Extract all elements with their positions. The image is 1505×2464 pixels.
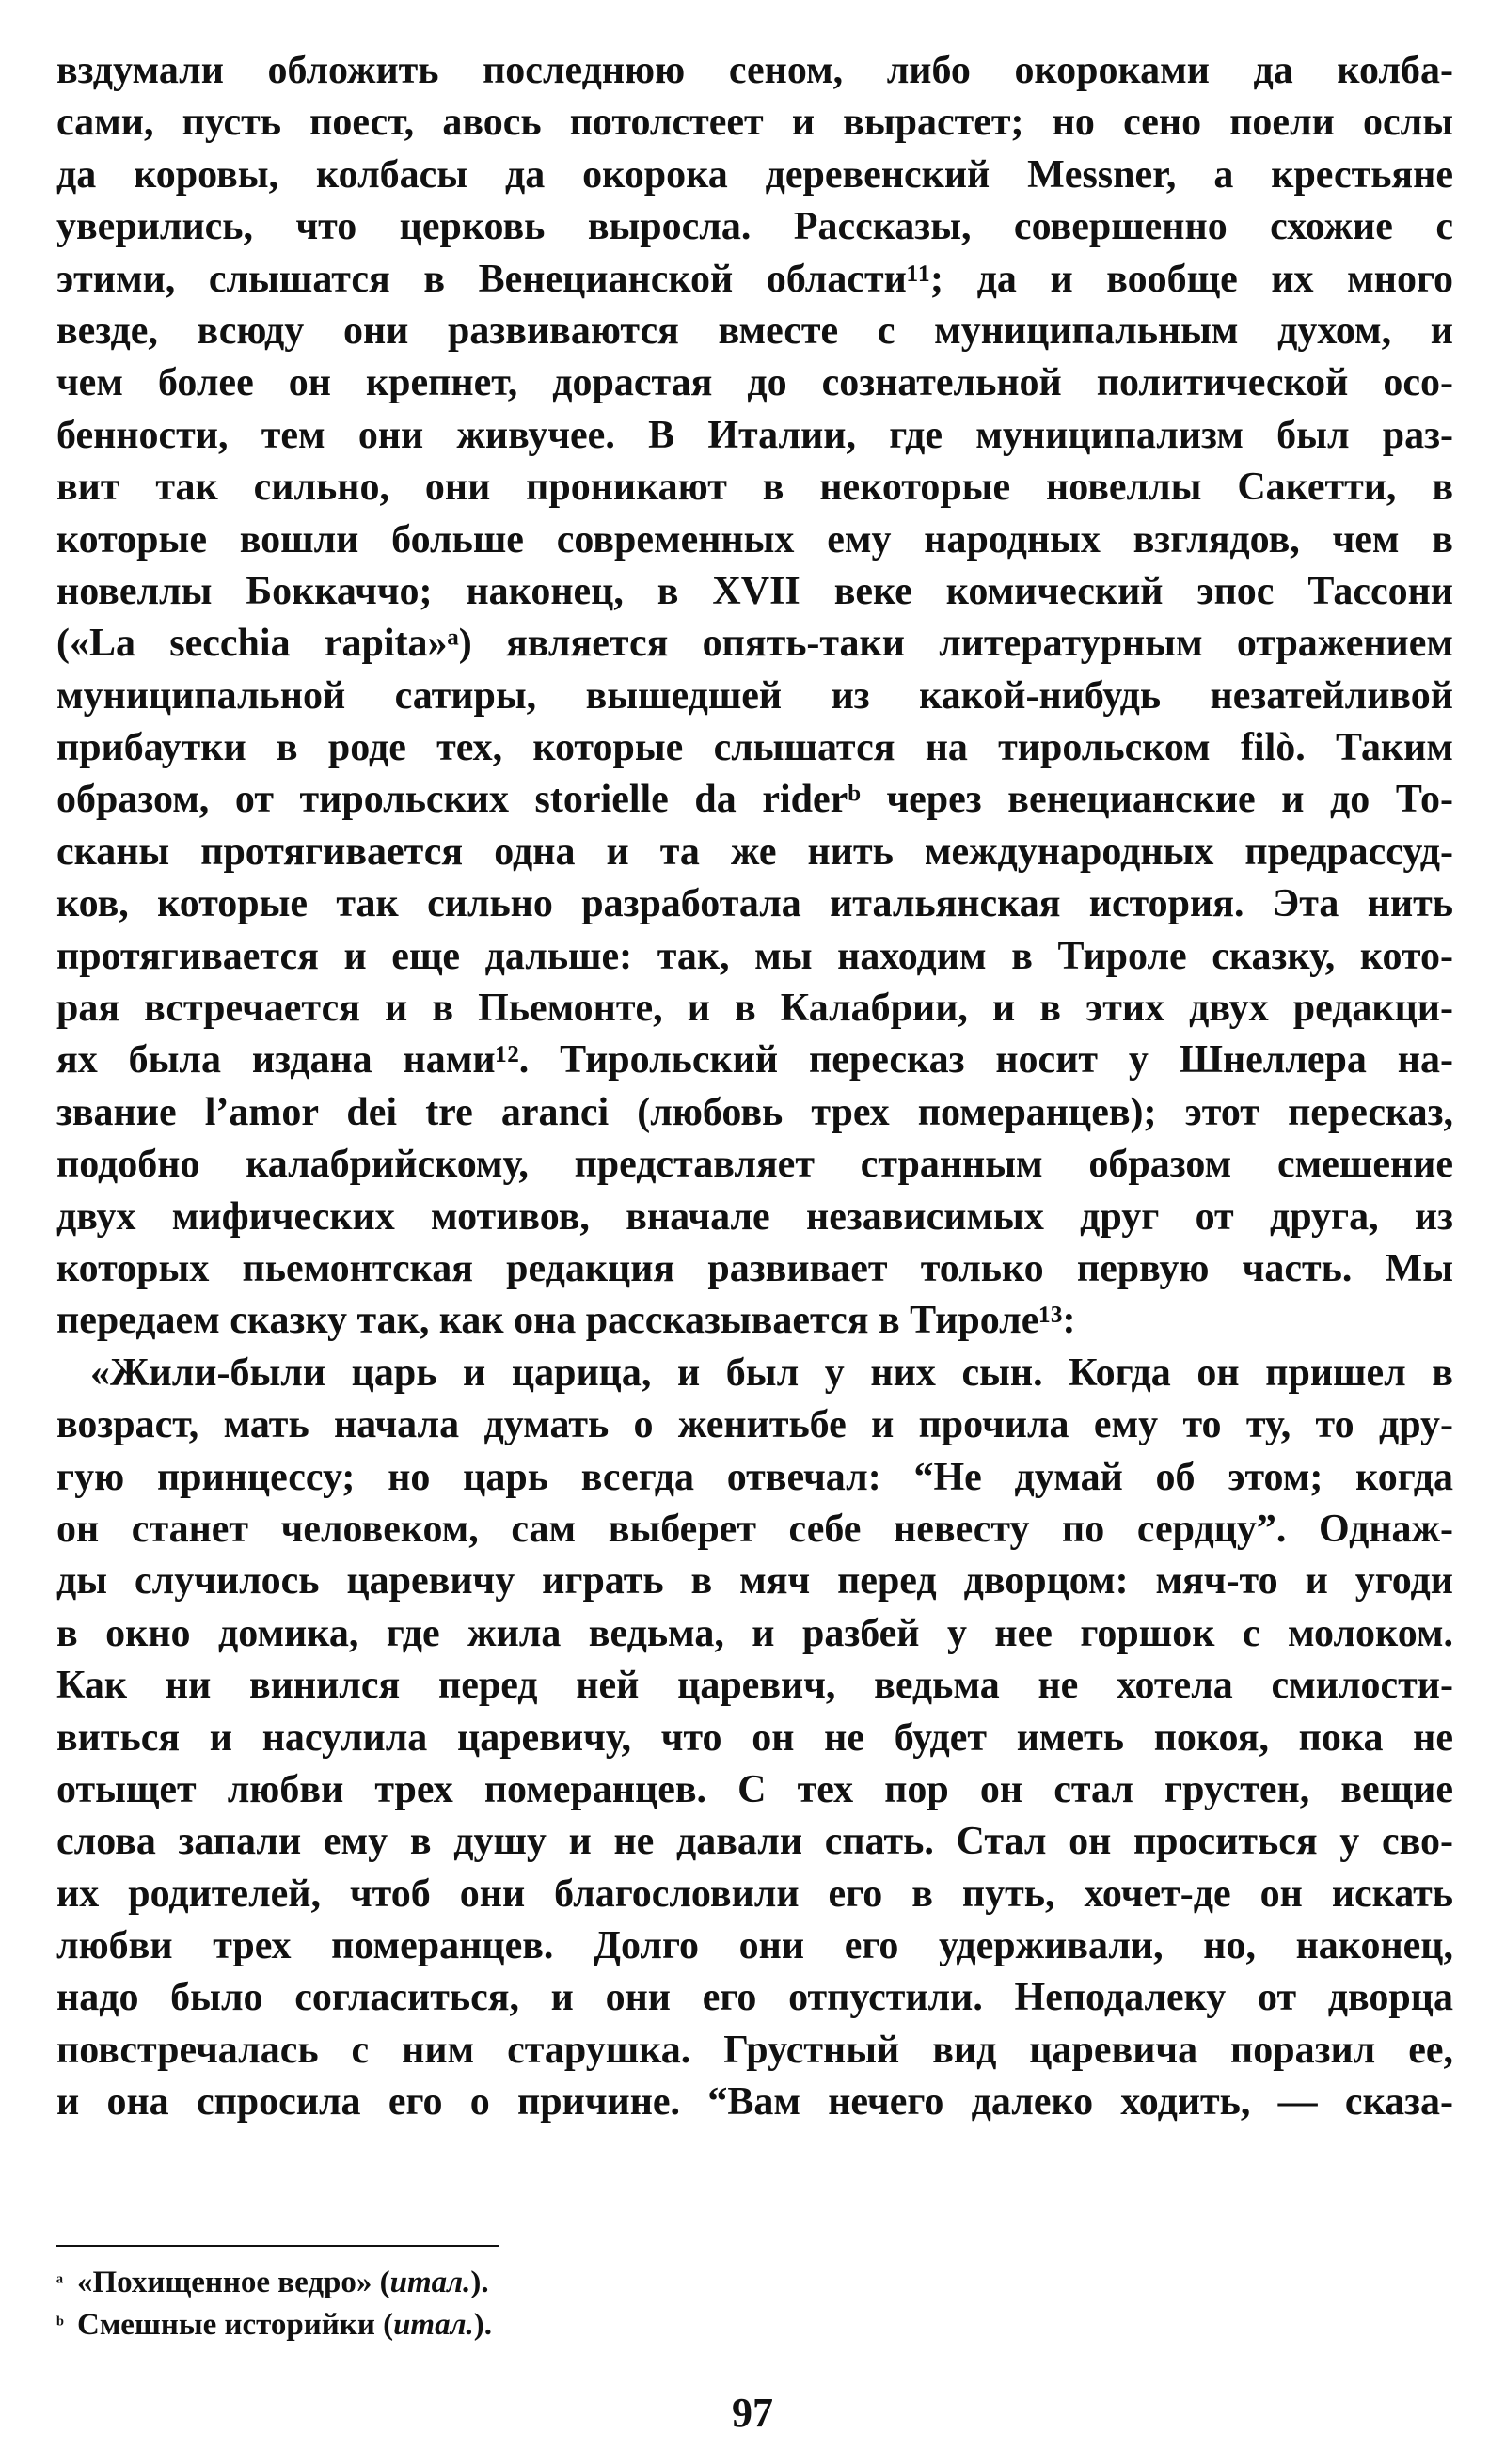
text-line: звание l’amor dei tre aranci (любовь трех померанцев); этот пересказ, [56, 1090, 1453, 1134]
footnote-mark: ᵇ [56, 2313, 64, 2337]
footnote-lang: итал. [389, 2266, 471, 2299]
text-line: прибаутки в роде тех, которые слышатся на тирольском filò. Таким [56, 726, 1453, 770]
text-line: муниципальной сатиры, вышедшей из какой-нибудь незатейливой [56, 673, 1453, 718]
text-line: сканы протягивается одна и та же нить международных предрассуд- [56, 829, 1453, 874]
text-line: ды случилось царевичу играть в мяч перед дворцом: мяч-то и угоди [56, 1559, 1453, 1603]
footnote-text: Смешные историйки ( [77, 2308, 394, 2342]
text-line: их родителей, чтоб они благословили его в путь, хочет-де он искать [56, 1872, 1453, 1916]
footnote-a [56, 2262, 1091, 2304]
text-line: этими, слышатся в Венецианской области¹¹; да и вообще их много [56, 257, 1453, 301]
footnote-end: ). [470, 2266, 489, 2299]
text-line: везде, всюду они развиваются вместе с муниципальным духом, и [56, 308, 1453, 353]
text-line: подобно калабрийскому, представляет странным образом смешение [56, 1143, 1453, 1187]
text-line: надо было согласиться, и они его отпустили. Неподалеку от дворца [56, 1976, 1453, 2020]
text-line: бенности, тем они живучее. В Италии, где муниципализм был раз- [56, 413, 1453, 457]
footnote-b [56, 2304, 1091, 2346]
footnote-lang: итал. [393, 2308, 474, 2342]
text-line: («La secchia rapita»ᵃ) является опять-таки литературным отражением [56, 622, 1453, 666]
text-line: образом, от тирольских storielle da riderᵇ через венецианские и до То- [56, 778, 1453, 822]
text-line: и она спросила его о причине. “Вам нечего далеко ходить, — сказа- [56, 2080, 1453, 2124]
text-line: сами, пусть поест, авось потолстеет и вырастет; но сено поели ослы [56, 101, 1453, 145]
text-line: ков, которые так сильно разработала итальянская история. Эта нить [56, 882, 1453, 926]
text-line: ях была издана нами¹². Тирольский пересказ носит у Шнеллера на- [56, 1038, 1453, 1082]
text-line: двух мифических мотивов, вначале независимых друг от друга, из [56, 1194, 1453, 1239]
text-line: протягивается и еще дальше: так, мы находим в Тироле сказку, кото- [56, 934, 1453, 978]
text-line: уверились, что церковь выросла. Рассказы, совершенно схожие с [56, 205, 1453, 249]
text-line: любви трех померанцев. Долго они его удерживали, но, наконец, [56, 1924, 1453, 1968]
footnote-text: «Похищенное ведро» ( [77, 2266, 390, 2299]
text-line: возраст, мать начала думать о женитьбе и прочила ему то ту, то дру- [56, 1403, 1453, 1447]
footnotes [56, 2262, 1091, 2346]
main-text [56, 45, 1453, 2129]
text-line: чем более он крепнет, дорастая до сознательной политической осо- [56, 361, 1453, 405]
text-line: гую принцессу; но царь всегда отвечал: “Не думай об этом; когда [56, 1455, 1453, 1499]
text-line: новеллы Боккаччо; наконец, в XVII веке комический эпос Тассони [56, 569, 1453, 613]
footnote-divider [56, 2245, 499, 2247]
text-line: которые вошли больше современных ему народных взглядов, чем в [56, 517, 1453, 561]
text-line: он станет человеком, сам выберет себе невесту по сердцу”. Однаж- [56, 1507, 1453, 1551]
text-line: да коровы, колбасы да окорока деревенский Messner, а крестьяне [56, 152, 1453, 197]
footnote-end: ). [473, 2308, 493, 2342]
page-number: 97 [732, 2390, 773, 2436]
text-line: «Жили-были царь и царица, и был у них сын. Когда он пришел в [90, 1350, 1453, 1395]
text-line: передаем сказку так, как она рассказывается в Тироле¹³: [56, 1299, 1076, 1343]
text-line: виться и насулила царевичу, что он не будет иметь покоя, пока не [56, 1715, 1453, 1760]
text-line: слова запали ему в душу и не давали спать. Стал он проситься у сво- [56, 1820, 1453, 1864]
text-line: вит так сильно, они проникают в некоторые новеллы Сакетти, в [56, 466, 1453, 510]
text-line: которых пьемонтская редакция развивает только первую часть. Мы [56, 1246, 1453, 1290]
text-line: рая встречается и в Пьемонте, и в Калабрии, и в этих двух редакци- [56, 987, 1453, 1031]
text-line: повстречалась с ним старушка. Грустный вид царевича поразил ее, [56, 2028, 1453, 2072]
footnote-mark: ᵃ [56, 2270, 64, 2295]
text-line: Как ни винился перед ней царевич, ведьма не хотела смилости- [56, 1664, 1453, 1708]
text-line: в окно домика, где жила ведьма, и разбей у нее горшок с молоком. [56, 1611, 1453, 1655]
text-line: вздумали обложить последнюю сеном, либо окороками да колба- [56, 49, 1453, 92]
text-line: отыщет любви трех померанцев. С тех пор он стал грустен, вещие [56, 1767, 1453, 1811]
